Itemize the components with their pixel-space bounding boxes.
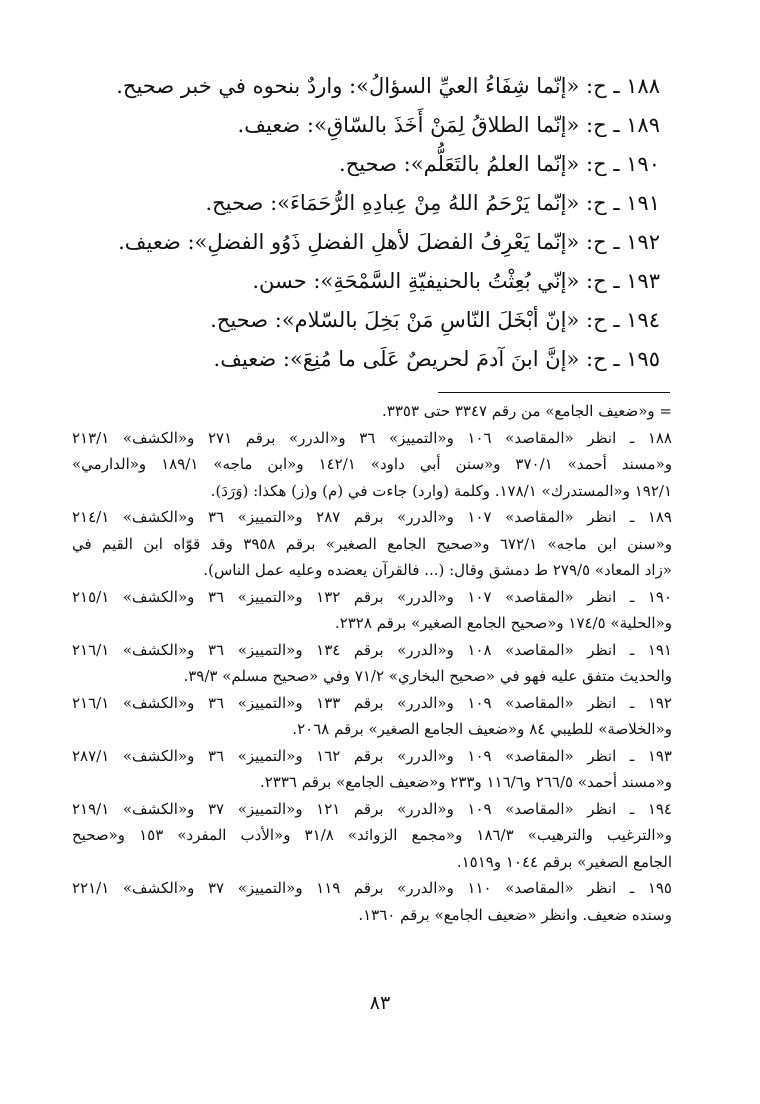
footnote-190 (72, 584, 672, 637)
hadith-195: ١٩٥ ـ ح: «إنَّ ابنَ آدمَ لحريصٌ عَلَى ما مُنِعَ»: ضعيف. (213, 347, 660, 371)
footnote-line: و«مسند أحمد» ٢٦٦/٥ و١١٦/٦ و٢٣٣ و«ضعيف الجامع» برقم ٢٣٣٦. (259, 773, 672, 791)
footnote-line: ١٩٢/١ و«المستدرك» ١٧٨/١. وكلمة (وارد) جاءت في (م) و(ز) هكذا: (وَرَدَ). (210, 481, 672, 500)
footnote-line: = و«ضعيف الجامع» من رقم ٣٣٤٧ حتى ٣٣٥٣. (382, 402, 672, 420)
footnote-line: و«سنن ابن ماجه» ٦٧٢/١ و«صحيح الجامع الصغير» برقم ٣٩٥٨ وقد قوّاه ابن القيم في (72, 534, 672, 553)
footnote-191 (72, 637, 672, 690)
footnote-continuation (72, 398, 672, 425)
footnote-line: ١٩١ ـ انظر «المقاصد» ١٠٨ و«الدرر» برقم ١٣٤ و«التمييز» ٣٦ و«الكشف» ٢١٦/١ (72, 640, 672, 659)
footnote-line: والحديث متفق عليه فهو في «صحيح البخاري» ٧١/٢ وفي «صحيح مسلم» ٣٩/٣. (183, 667, 672, 685)
hadith-194: ١٩٤ ـ ح: «إنّ أبْخَلَ النّاسِ مَنْ بَخِلَ بالسّلام»: صحيح. (210, 308, 660, 332)
footnote-189 (72, 504, 672, 584)
footnote-line: ١٩٢ ـ انظر «المقاصد» ١٠٩ و«الدرر» برقم ١٣٣ و«التمييز» ٣٦ و«الكشف» ٢١٦/١ (72, 693, 672, 712)
hadith-191: ١٩١ ـ ح: «إنّما يَرْحَمُ اللهُ مِنْ عِبادِهِ الرُّحَمَاءَ»: صحيح. (205, 191, 660, 215)
footnote-194 (72, 796, 672, 876)
footnote-line: ١٨٩ ـ انظر «المقاصد» ١٠٧ و«الدرر» برقم ٢٨٧ و«التمييز» ٣٦ و«الكشف» ٢١٤/١ (72, 508, 672, 526)
footnote-line: ١٩٣ ـ انظر «المقاصد» ١٠٩ و«الدرر» برقم ١٦٢ و«التمييز» ٣٦ و«الكشف» ٢٨٧/١ (72, 746, 672, 765)
footnote-line: «زاد المعاد» ٢٧٩/٥ ط دمشق وقال: (... فالقرآن يعضده وعليه عمل الناس). (203, 561, 672, 579)
footnote-line: وسنده ضعيف. وانظر «ضعيف الجامع» برقم ١٣٦٠. (358, 905, 672, 924)
hadith-list (100, 68, 660, 380)
hadith-188: ١٨٨ ـ ح: «إنّما شِفَاءُ العيِّ السؤالُ»: واردٌ بنحوه في خبر صحيح. (116, 74, 660, 98)
footnote-line: و«مسند أحمد» ٣٧٠/١ و«سنن أبي داود» ١٤٢/١ و«ابن ماجه» ١٨٩/١ و«الدارمي» (72, 455, 672, 473)
footnote-divider (438, 392, 670, 393)
footnotes (72, 398, 672, 928)
footnote-192 (72, 690, 672, 743)
footnote-line: و«الترغيب والترهيب» ١٨٦/٣ و«مجمع الزوائد» ٣١/٨ و«الأدب المفرد» ١٥٣ و«صحيح (72, 826, 672, 844)
footnote-line: الجامع الصغير» برقم ١٠٤٤ و١٥١٩. (456, 852, 672, 871)
hadith-193: ١٩٣ ـ ح: «إنّي بُعِثْتُ بالحنيفيّةِ السَّمْحَةِ»: حسن. (252, 269, 660, 293)
hadith-192: ١٩٢ ـ ح: «إنّما يَعْرِفُ الفضلَ لأهلِ الفضلِ ذَوُو الفضلِ»: ضعيف. (118, 230, 660, 254)
footnote-193 (72, 743, 672, 796)
footnote-188 (72, 425, 672, 505)
page-number: ٨٣ (369, 992, 391, 1014)
footnote-line: و«الخلاصة» للطيبي ٨٤ و«ضعيف الجامع الصغير» برقم ٢٠٦٨. (292, 720, 672, 738)
hadith-189: ١٨٩ ـ ح: «إنّما الطلاقُ لِمَنْ أَخَذَ بالسّاقِ»: ضعيف. (237, 113, 660, 137)
footnote-line: ١٩٠ ـ انظر «المقاصد» ١٠٧ و«الدرر» برقم ١٣٢ و«التمييز» ٣٦ و«الكشف» ٢١٥/١ (72, 587, 672, 606)
footnote-line: ١٨٨ ـ انظر «المقاصد» ١٠٦ و«التمييز» ٣٦ و«الدرر» برقم ٢٧١ و«الكشف» ٢١٣/١ (72, 428, 672, 447)
hadith-190: ١٩٠ ـ ح: «إنّما العلمُ بالتَعَلُّم»: صحيح. (339, 152, 660, 176)
footnote-line: و«الحلية» ١٧٤/٥ و«صحيح الجامع الصغير» برقم ٢٣٢٨. (334, 614, 672, 632)
footnote-line: ١٩٥ ـ انظر «المقاصد» ١١٠ و«الدرر» برقم ١١٩ و«التمييز» ٣٧ و«الكشف» ٢٢١/١ (72, 879, 672, 897)
footnote-line: ١٩٤ ـ انظر «المقاصد» ١٠٩ و«الدرر» برقم ١٢١ و«التمييز» ٣٧ و«الكشف» ٢١٩/١ (72, 799, 672, 818)
footnote-195 (72, 875, 672, 928)
